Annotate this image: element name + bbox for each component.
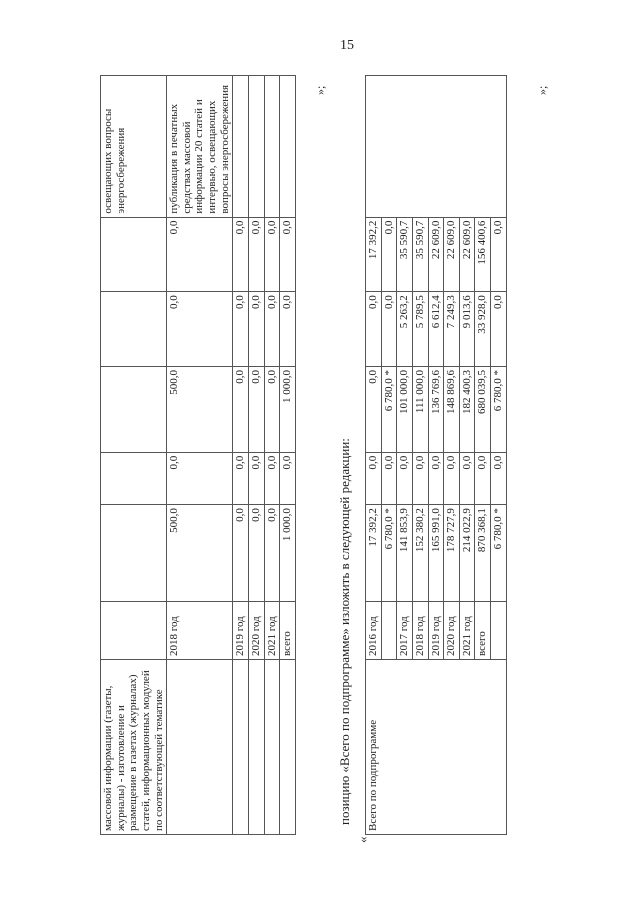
closing-quote-1: »; [313,85,327,95]
table-row: 2019 год 0,0 0,0 0,0 0,0 0,0 [233,76,249,835]
table-row: 2021 год 0,0 0,0 0,0 0,0 0,0 [264,76,280,835]
table-row: 2018 год 152 380,2 0,0 111 000,0 5 789,5 35 590,7 [412,76,428,835]
table-row: 2019 год 165 991,0 0,0 136 769,6 6 612,4 22 609,0 [428,76,444,835]
closing-quote-2: »; [535,85,549,95]
table-row: 2018 год 500,0 0,0 500,0 0,0 0,0 публикация в печатных средствах массовой информации 20 статей и интервью, освещающих вопросы энергосбережения [167,76,233,835]
top-text: освещающих вопросы энергосбережения [101,76,167,218]
measure-description: массовой информации (газеты, журналы) - изготовление и размещение в газетах (журналах) статей, информационных модулей по соответствующей тематике [101,660,167,835]
total-label: Всего по подпрограмме [366,660,507,835]
table-row: 6 780,0 * 0,0 6 780,0 * 0,0 0,0 [381,76,397,835]
instruction-text: позицию «Всего по подпрограмме» изложить в следующей редакции: [337,438,352,825]
page-number: 15 [340,38,354,53]
table-row: 2017 год 141 853,9 0,0 101 000,0 5 263,2 35 590,7 [397,76,413,835]
table-row: 2020 год 0,0 0,0 0,0 0,0 0,0 [249,76,265,835]
program-table-fragment [100,75,296,835]
table-row: всего 1 000,0 0,0 1 000,0 0,0 0,0 [280,76,296,835]
subprogram-total-table [365,75,507,835]
rotated-content [65,75,585,843]
table-row: 6 780,0 * 0,0 6 780,0 * 0,0 0,0 [491,76,507,835]
table-row: Всего по подпрограмме 2016 год 17 392,2 0,0 0,0 0,0 17 392,2 [366,76,382,835]
table-row: 2020 год 178 727,9 0,0 148 869,6 7 249,3 22 609,0 [444,76,460,835]
table-row: 2021 год 214 022,9 0,0 182 400,3 9 013,6 22 609,0 [459,76,475,835]
table-row: всего 870 368,1 0,0 680 039,5 33 928,0 156 400,6 [475,76,491,835]
opening-quote: « [355,836,370,843]
